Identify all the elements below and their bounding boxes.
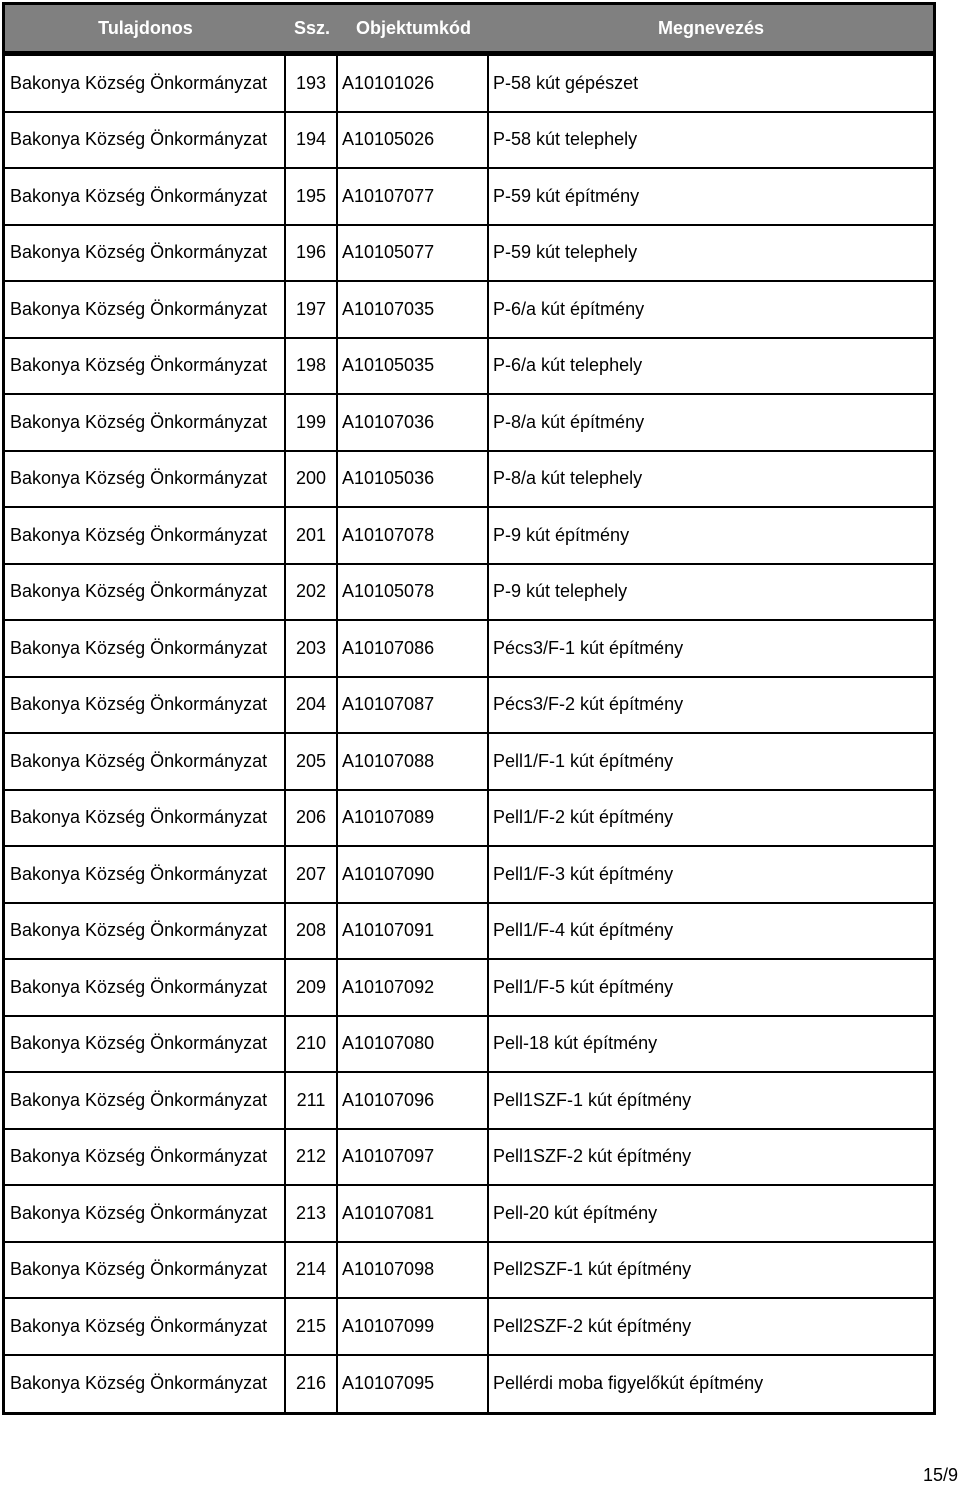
table-row bbox=[5, 282, 933, 339]
cell-name: Pell1/F-1 kút építmény bbox=[493, 750, 674, 771]
table-header-row bbox=[2, 2, 936, 56]
table-row bbox=[5, 169, 933, 226]
table-row bbox=[5, 452, 933, 509]
cell-owner: Bakonya Község Önkormányzat bbox=[5, 395, 286, 450]
cell-name: P-6/a kút építmény bbox=[493, 298, 645, 319]
table-row bbox=[5, 226, 933, 283]
cell-ssz: 208 bbox=[286, 904, 338, 959]
table-row bbox=[5, 113, 933, 170]
cell-owner: Bakonya Község Önkormányzat bbox=[5, 960, 286, 1015]
cell-name: Pell1SZF-1 kút építmény bbox=[493, 1089, 692, 1110]
table-row bbox=[5, 678, 933, 735]
cell-name: P-9 kút telephely bbox=[493, 581, 628, 602]
table-row bbox=[5, 508, 933, 565]
cell-ssz: 195 bbox=[286, 169, 338, 224]
table-row bbox=[5, 339, 933, 396]
cell-ssz: 205 bbox=[286, 734, 338, 789]
cell-ssz: 209 bbox=[286, 960, 338, 1015]
cell-ssz: 201 bbox=[286, 508, 338, 563]
cell-name: Pell1/F-4 kút építmény bbox=[493, 920, 674, 941]
table-row bbox=[5, 1356, 933, 1413]
cell-name: P-58 kút telephely bbox=[493, 129, 638, 150]
cell-code: A10107080 bbox=[338, 1017, 489, 1072]
cell-name: P-6/a kút telephely bbox=[493, 355, 643, 376]
cell-code: A10107087 bbox=[338, 678, 489, 733]
cell-owner: Bakonya Község Önkormányzat bbox=[5, 1243, 286, 1298]
table-row bbox=[5, 1243, 933, 1300]
table-row bbox=[5, 791, 933, 848]
cell-owner: Bakonya Község Önkormányzat bbox=[5, 1130, 286, 1185]
cell-ssz: 206 bbox=[286, 791, 338, 846]
cell-owner: Bakonya Község Önkormányzat bbox=[5, 339, 286, 394]
cell-code: A10107035 bbox=[338, 282, 489, 337]
cell-name: Pell2SZF-2 kút építmény bbox=[493, 1315, 692, 1336]
cell-code: A10107077 bbox=[338, 169, 489, 224]
cell-ssz: 214 bbox=[286, 1243, 338, 1298]
cell-ssz: 196 bbox=[286, 226, 338, 281]
cell-owner: Bakonya Község Önkormányzat bbox=[5, 791, 286, 846]
header-name: Megnevezés bbox=[657, 17, 765, 38]
cell-code: A10107098 bbox=[338, 1243, 489, 1298]
cell-code: A10107090 bbox=[338, 847, 489, 902]
header-code: Objektumkód bbox=[355, 17, 471, 38]
cell-owner: Bakonya Község Önkormányzat bbox=[5, 678, 286, 733]
cell-name: Pell-18 kút építmény bbox=[493, 1033, 658, 1054]
cell-owner: Bakonya Község Önkormányzat bbox=[5, 1017, 286, 1072]
cell-owner: Bakonya Község Önkormányzat bbox=[5, 1356, 286, 1413]
table-row bbox=[5, 847, 933, 904]
table-row bbox=[5, 1073, 933, 1130]
cell-owner: Bakonya Község Önkormányzat bbox=[5, 1186, 286, 1241]
cell-owner: Bakonya Község Önkormányzat bbox=[5, 226, 286, 281]
cell-ssz: 193 bbox=[286, 56, 338, 111]
cell-name: P-9 kút építmény bbox=[493, 524, 630, 545]
cell-ssz: 207 bbox=[286, 847, 338, 902]
cell-code: A10107078 bbox=[338, 508, 489, 563]
cell-ssz: 212 bbox=[286, 1130, 338, 1185]
cell-name: Pell1/F-5 kút építmény bbox=[493, 976, 674, 997]
header-owner: Tulajdonos bbox=[98, 17, 193, 38]
cell-name: Pellérdi moba figyelőkút építmény bbox=[493, 1373, 764, 1394]
header-ssz: Ssz. bbox=[293, 17, 331, 38]
cell-code: A10105026 bbox=[338, 113, 489, 168]
table-row bbox=[5, 565, 933, 622]
cell-ssz: 216 bbox=[286, 1356, 338, 1413]
cell-code: A10107091 bbox=[338, 904, 489, 959]
cell-code: A10105077 bbox=[338, 226, 489, 281]
table-row bbox=[5, 904, 933, 961]
cell-owner: Bakonya Község Önkormányzat bbox=[5, 904, 286, 959]
cell-code: A10107086 bbox=[338, 621, 489, 676]
cell-code: A10107081 bbox=[338, 1186, 489, 1241]
cell-owner: Bakonya Község Önkormányzat bbox=[5, 734, 286, 789]
cell-name: Pell1/F-2 kút építmény bbox=[493, 807, 674, 828]
cell-owner: Bakonya Község Önkormányzat bbox=[5, 1299, 286, 1354]
cell-name: Pell-20 kút építmény bbox=[493, 1202, 658, 1223]
cell-ssz: 211 bbox=[286, 1073, 338, 1128]
cell-ssz: 202 bbox=[286, 565, 338, 620]
cell-code: A10105035 bbox=[338, 339, 489, 394]
cell-name: P-58 kút gépészet bbox=[493, 72, 639, 93]
cell-ssz: 215 bbox=[286, 1299, 338, 1354]
cell-owner: Bakonya Község Önkormányzat bbox=[5, 56, 286, 111]
cell-name: P-59 kút telephely bbox=[493, 242, 638, 263]
table-row bbox=[5, 1017, 933, 1074]
cell-code: A10107088 bbox=[338, 734, 489, 789]
cell-ssz: 210 bbox=[286, 1017, 338, 1072]
cell-code: A10101026 bbox=[338, 56, 489, 111]
table-row bbox=[5, 56, 933, 113]
cell-code: A10107096 bbox=[338, 1073, 489, 1128]
cell-name: P-8/a kút telephely bbox=[493, 468, 643, 489]
cell-ssz: 197 bbox=[286, 282, 338, 337]
cell-code: A10107097 bbox=[338, 1130, 489, 1185]
table-row bbox=[5, 734, 933, 791]
cell-owner: Bakonya Község Önkormányzat bbox=[5, 113, 286, 168]
cell-code: A10107095 bbox=[338, 1356, 489, 1413]
cell-code: A10107099 bbox=[338, 1299, 489, 1354]
table-row bbox=[5, 395, 933, 452]
cell-code: A10105078 bbox=[338, 565, 489, 620]
cell-name: P-59 kút építmény bbox=[493, 185, 640, 206]
table-row bbox=[5, 1130, 933, 1187]
cell-owner: Bakonya Község Önkormányzat bbox=[5, 282, 286, 337]
cell-owner: Bakonya Község Önkormányzat bbox=[5, 565, 286, 620]
cell-ssz: 203 bbox=[286, 621, 338, 676]
cell-owner: Bakonya Község Önkormányzat bbox=[5, 621, 286, 676]
cell-ssz: 194 bbox=[286, 113, 338, 168]
table-body bbox=[2, 56, 936, 1415]
cell-code: A10107089 bbox=[338, 791, 489, 846]
table-row bbox=[5, 621, 933, 678]
cell-name: Pécs3/F-1 kút építmény bbox=[493, 637, 684, 658]
cell-owner: Bakonya Község Önkormányzat bbox=[5, 452, 286, 507]
cell-ssz: 199 bbox=[286, 395, 338, 450]
cell-name: Pécs3/F-2 kút építmény bbox=[493, 694, 684, 715]
cell-owner: Bakonya Község Önkormányzat bbox=[5, 1073, 286, 1128]
cell-ssz: 213 bbox=[286, 1186, 338, 1241]
cell-ssz: 200 bbox=[286, 452, 338, 507]
cell-owner: Bakonya Község Önkormányzat bbox=[5, 847, 286, 902]
cell-name: Pell2SZF-1 kút építmény bbox=[493, 1259, 692, 1280]
cell-name: P-8/a kút építmény bbox=[493, 411, 645, 432]
cell-ssz: 198 bbox=[286, 339, 338, 394]
cell-code: A10107092 bbox=[338, 960, 489, 1015]
cell-ssz: 204 bbox=[286, 678, 338, 733]
cell-code: A10107036 bbox=[338, 395, 489, 450]
cell-code: A10105036 bbox=[338, 452, 489, 507]
cell-name: Pell1SZF-2 kút építmény bbox=[493, 1146, 692, 1167]
table-row bbox=[5, 1186, 933, 1243]
objects-table bbox=[2, 2, 936, 1415]
table-row bbox=[5, 1299, 933, 1356]
cell-name: Pell1/F-3 kút építmény bbox=[493, 863, 674, 884]
page-number: 15/9 bbox=[922, 1465, 958, 1485]
cell-owner: Bakonya Község Önkormányzat bbox=[5, 508, 286, 563]
table-row bbox=[5, 960, 933, 1017]
cell-owner: Bakonya Község Önkormányzat bbox=[5, 169, 286, 224]
